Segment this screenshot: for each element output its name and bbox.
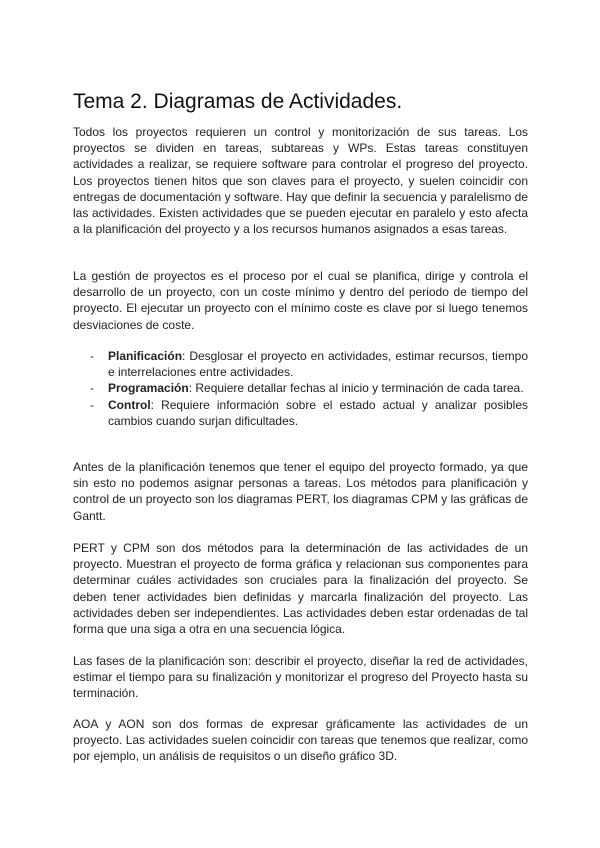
- list-item-planificacion: [73, 348, 528, 380]
- paragraph-intro: Todos los proyectos requieren un control y monitorización de sus tareas. Los proyectos se dividen en tareas, subtareas y WPs. Estas tareas constituyen actividades a realizar, se requiere software para controlar el progreso del proyecto. Los proyectos tienen hitos que son claves para el proyecto, y suelen coincidir con entregas de documentación y software. Hay que definir la secuencia y paralelismo de las actividades. Existen actividades que se pueden ejecutar en paralelo y esto afecta a la planificación del proyecto y a los recursos humanos asignados a esas tareas.: [73, 125, 528, 237]
- phases-list: [73, 348, 528, 429]
- paragraph-project-management: La gestión de proyectos es el proceso por el cual se planifica, dirige y controla el desarrollo de un proyecto, con un coste mínimo y dentro del periodo de tiempo del proyecto. El ejecutar un proyecto con el mínimo coste es clave por si luego tenemos desviaciones de coste.: [73, 269, 528, 332]
- list-text: : Requiere información sobre el estado actual y analizar posibles cambios cuando surjan dificultades.: [108, 397, 528, 428]
- page-title: Tema 2. Diagramas de Actividades.: [73, 90, 403, 113]
- bullet-dash: -: [90, 349, 94, 363]
- list-item-control: [73, 397, 528, 429]
- bullet-dash: -: [90, 381, 94, 396]
- bullet-dash: -: [90, 397, 94, 412]
- list-text: : Desglosar el proyecto en actividades, estimar recursos, tiempo e interrelaciones entre actividades.: [108, 349, 528, 380]
- list-term: Control: [108, 397, 151, 412]
- list-text: : Requiere detallar fechas al inicio y terminación de cada tarea.: [188, 381, 524, 396]
- paragraph-aoa-aon: AOA y AON son dos formas de expresar gráficamente las actividades de un proyecto. Las actividades suelen coincidir con tareas que tenemos que realizar, como por ejemplo, un análisis de requisitos o un diseño gráfico 3D.: [73, 717, 528, 764]
- list-item-programacion: [73, 380, 528, 396]
- paragraph-planning-methods: Antes de la planificación tenemos que tener el equipo del proyecto formado, ya que sin esto no podemos asignar personas a tareas. Los métodos para planificación y control de un proyecto son los diagramas PERT, los diagramas CPM y las gráficas de Gantt.: [73, 460, 528, 523]
- list-term: Programación: [108, 381, 189, 396]
- paragraph-pert-cpm: PERT y CPM son dos métodos para la determinación de las actividades de un proyecto. Muestran el proyecto de forma gráfica y relacionan sus componentes para determinar cuáles actividades son cruciales para la finalización del proyecto. Se deben tener actividades bien definidas y marcarla finalización del proyecto. Las actividades deben ser independientes. Las actividades deben estar ordenadas de tal forma que una siga a otra en una secuencia lógica.: [73, 541, 528, 637]
- list-term: Planificación: [108, 349, 183, 363]
- paragraph-phases: Las fases de la planificación son: describir el proyecto, diseñar la red de actividades, estimar el tiempo para su finalización y monitorizar el progreso del Proyecto hasta su terminación.: [73, 654, 528, 701]
